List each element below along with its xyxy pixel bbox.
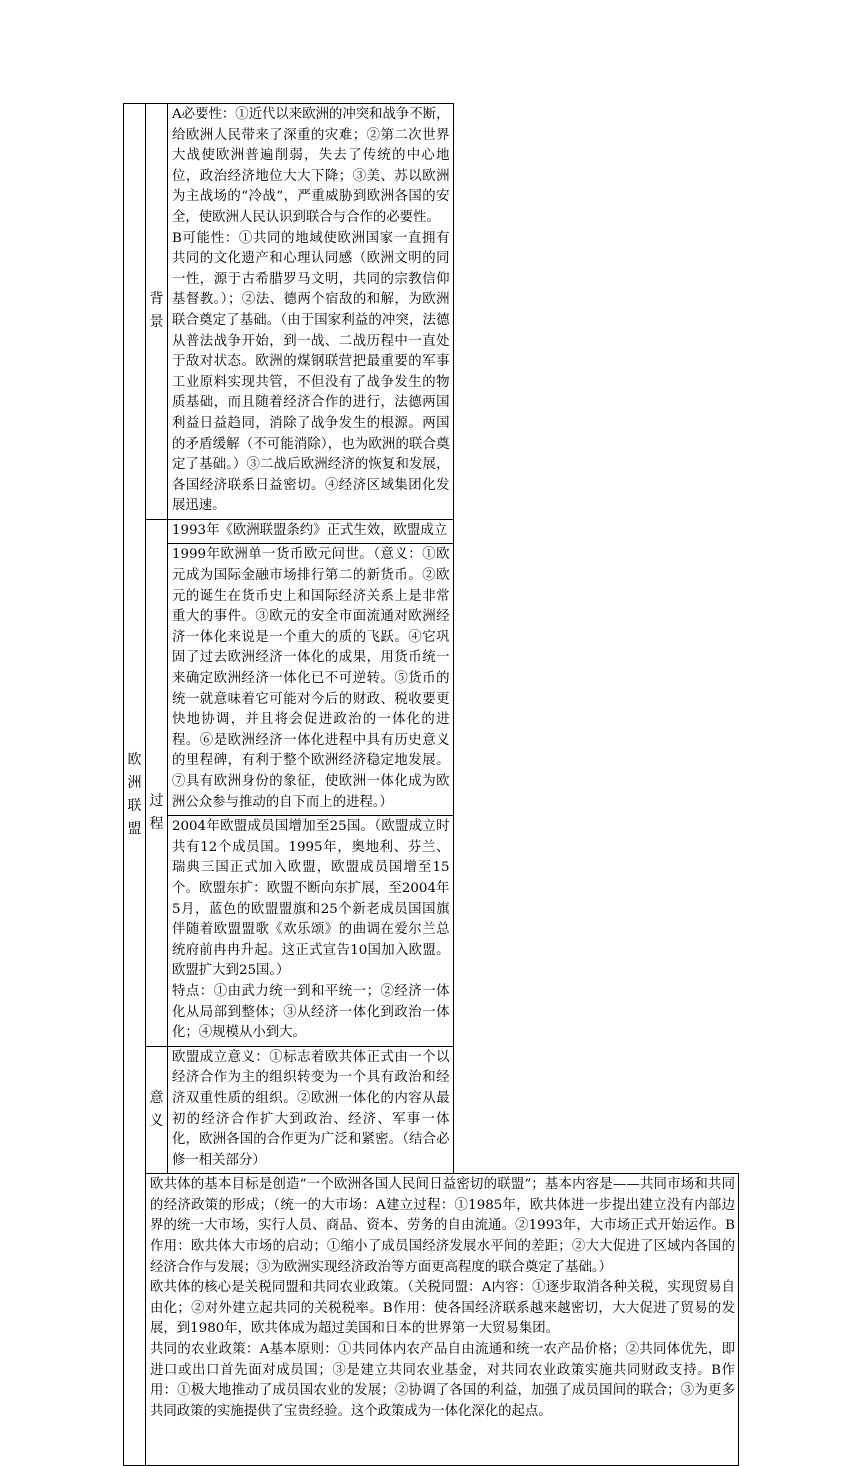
- background-paragraph-b: B可能性：①共同的地域使欧洲国家一直拥有共同的文化遗产和心理认同感（欧洲文明的同一性，源于古希腊罗马文明，共同的宗教信仰基督教。）；②法、德两个宿敌的和解，为欧洲联合奠定了基础。（由于国家利益的冲突，法德从普法战争开始，到一战、二战历程中一直处于敌对状态。欧洲的煤钢联营把最重要的军事工业原料实现共管，不但没有了战争发生的物质基础，而且随着经济合作的进行，法德两国利益日益趋同，消除了战争发生的根源。两国的矛盾缓解（不可能消除），也为欧洲的联合奠定了基础。）③二战后欧洲经济的恢复和发展，各国经济联系日益密切。④经济区域集团化发展迅速。: [172, 230, 450, 514]
- process-row-3: [124, 816, 739, 1047]
- background-content: [168, 104, 454, 520]
- process-1993: [168, 519, 454, 544]
- section-label-eu: 欧洲联盟: [124, 104, 146, 1466]
- process-features-text: 特点：①由武力统一到和平统一；②经济一体化从局部到整体；③从经济一体化到政治一体化；④规模从小到大。: [172, 983, 450, 1041]
- community-content: [146, 1174, 739, 1466]
- process-2004: [168, 816, 454, 1047]
- process-1999: [168, 544, 454, 816]
- process-row-2: [124, 544, 739, 816]
- community-core-text: 欧共体的核心是关税同盟和共同农业政策。（关税同盟：A内容：①逐步取消各种关税，实现贸易自由化；②对外建立起共同的关税税率。B作用：使各国经济联系越来越密切，大大促进了贸易的发展，到1980年，欧共体成为超过美国和日本的世界第一大贸易集团。: [150, 1280, 735, 1337]
- background-paragraph-a: A必要性：①近代以来欧洲的冲突和战争不断，给欧洲人民带来了深重的灾难；②第二次世界大战使欧洲普遍削弱，失去了传统的中心地位，政治经济地位大大下降；③美、苏以欧洲为主战场的“冷战”，严重威胁到欧洲各国的安全，使欧洲人民认识到联合与合作的必要性。: [172, 107, 450, 225]
- notes-table: [123, 103, 739, 1466]
- background-row: [124, 104, 739, 520]
- process-1999-text: 1999年欧洲单一货币欧元问世。（意义：①欧元成为国际金融市场排行第二的新货币。②欧元的诞生在货币史上和国际经济关系上是非常重大的事件。③欧元的安全市面流通对欧洲经济一体化来说是一个重大的质的飞跃。④它巩固了过去欧洲经济一体化的成果，用货币统一来确定欧洲经济一体化已不可逆转。⑤货币的统一就意味着它可能对今后的财政、税收要更快地协调，并且将会促进政治的一体化的进程。⑥是欧洲经济一体化进程中具有历史意义的里程碑，有利于整个欧洲经济稳定地发展。⑦具有欧洲身份的象征，使欧洲一体化成为欧洲公众参与推动的自下而上的进程。）: [172, 547, 450, 810]
- process-2004-text: 2004年欧盟成员国增加至25国。（欧盟成立时共有12个成员国。1995年，奥地利、芬兰、瑞典三国正式加入欧盟，欧盟成员国增至15个。欧盟东扩：欧盟不断向东扩展，至2004年5月，蓝色的欧盟盟旗和25个新老成员国国旗伴随着欧盟盟歌《欢乐颂》的曲调在爱尔兰总统府前冉冉升起。这正式宣告10国加入欧盟。欧盟扩大到25国。）: [172, 819, 450, 979]
- significance-text: 欧盟成立意义：①标志着欧共体正式由一个以经济合作为主的组织转变为一个具有政治和经济双重性质的组织。②欧洲一体化的内容从最初的经济合作扩大到政治、经济、军事一体化，欧洲各国的合作更为广泛和紧密。（结合必修一相关部分）: [172, 1049, 450, 1168]
- significance-content: [168, 1046, 454, 1174]
- label-significance: 意义: [146, 1046, 168, 1174]
- label-process: 过程: [146, 519, 168, 1046]
- community-goal-text: 欧共体的基本目标是创造“一个欧洲各国人民间日益密切的联盟”；基本内容是——共同市场和共同的经济政策的形成；（统一的大市场：A建立过程：①1985年，欧共体进一步提出建立没有内部边界的统一大市场，实行人员、商品、资本、劳务的自由流通。②1993年，大市场正式开始运作。B作用：欧共体大市场的启动；①缩小了成员国经济发展水平间的差距；②大大促进了区域内各国的经济合作与发展；③为欧洲实现经济政治等方面更高程度的联合奠定了基础。）: [150, 1177, 735, 1275]
- community-agri-text: 共同的农业政策：A基本原则：①共同体内农产品自由流通和统一农产品价格；②共同体优先，即进口或出口首先面对成员国；③是建立共同农业基金，对共同农业政策实施共同财政支持。B作用：①极大地推动了成员国农业的发展；②协调了各国的利益，加强了成员国间的联合；③为更多共同政策的实施提供了宝贵经验。这个政策成为一体化深化的起点。: [150, 1342, 735, 1419]
- process-1993-text: 1993年《欧洲联盟条约》正式生效，欧盟成立: [172, 522, 448, 538]
- community-row: [124, 1174, 739, 1466]
- label-background: 背景: [146, 104, 168, 520]
- process-row-1: [124, 519, 739, 544]
- significance-row: [124, 1046, 739, 1174]
